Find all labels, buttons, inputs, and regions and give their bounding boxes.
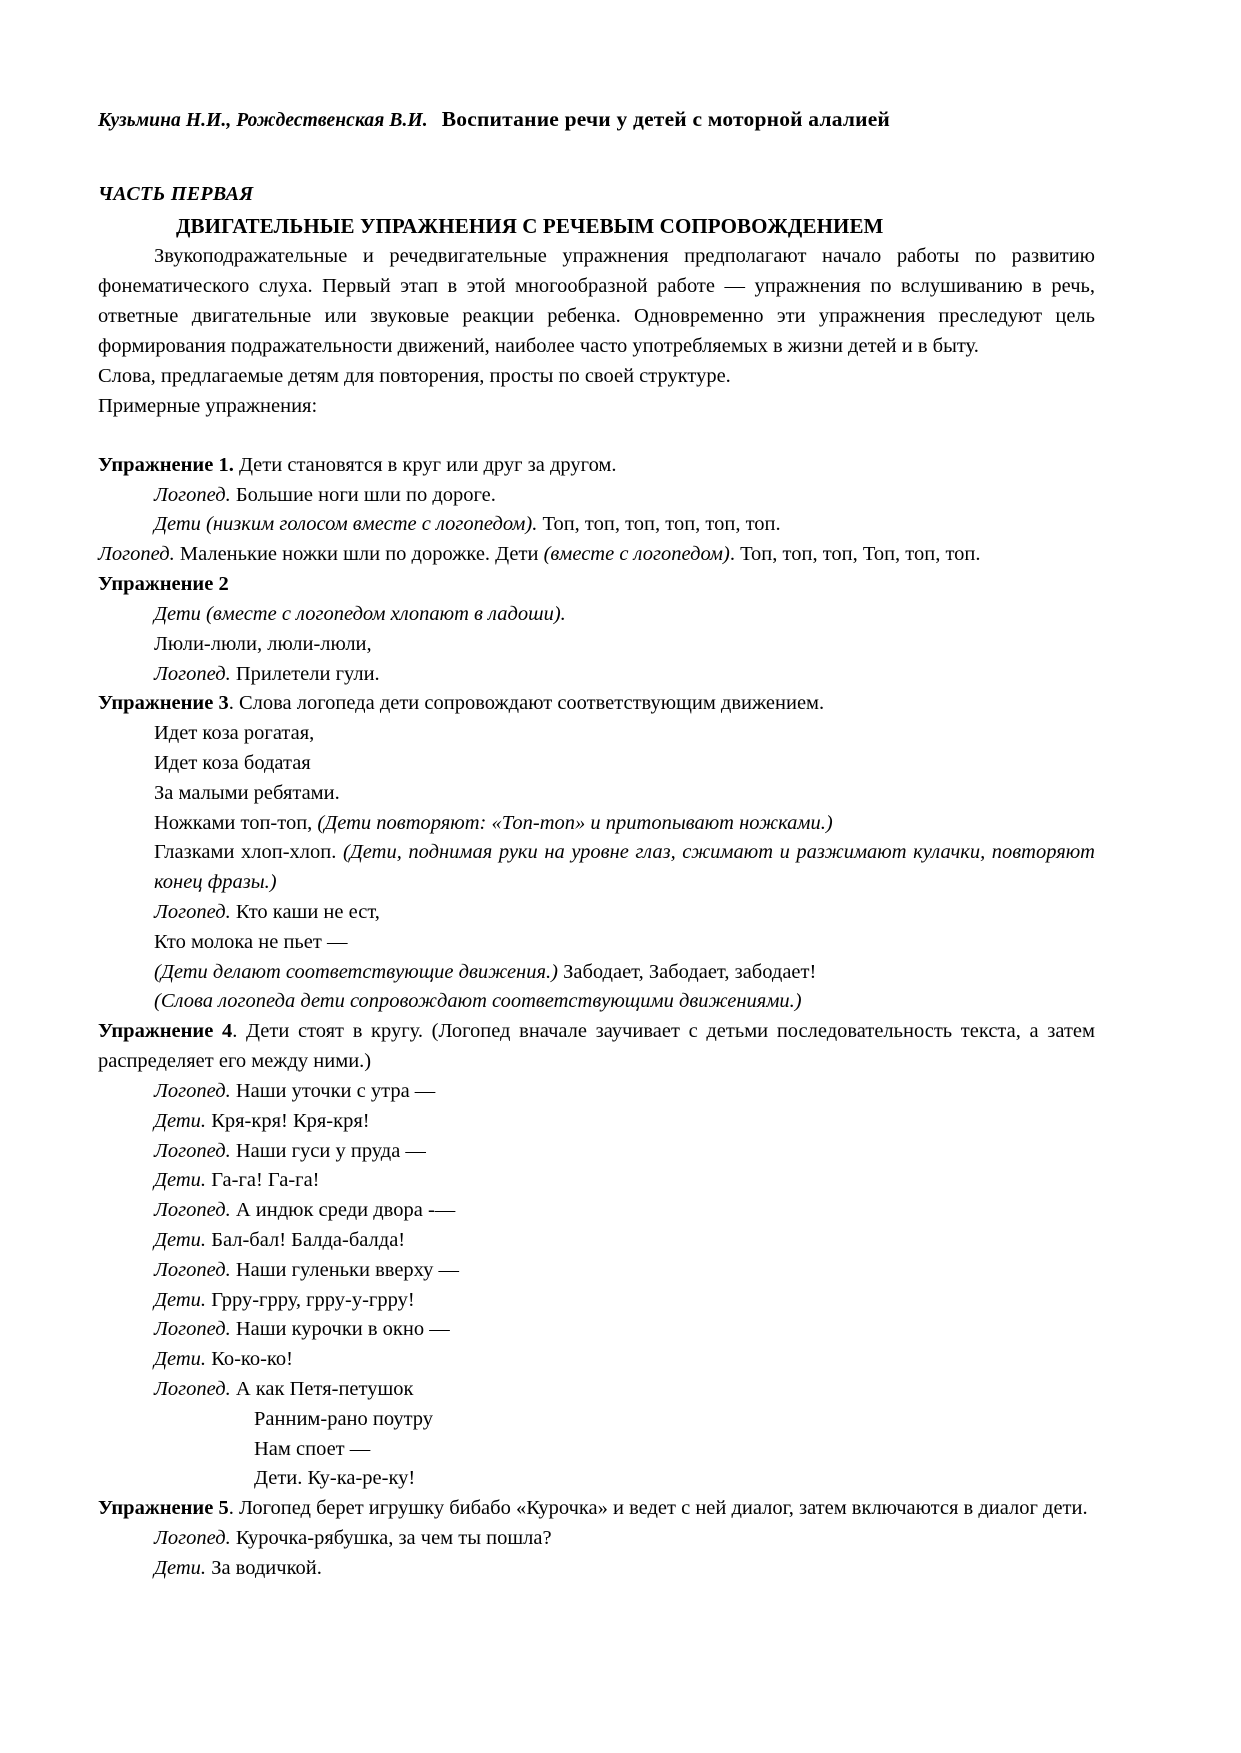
exercise-3-line-4 [98,809,1095,839]
line-text: Кря-кря! Кря-кря! [206,1109,370,1132]
exercise-4-dialogue-2 [98,1107,1095,1137]
exercise-4-dialogue-10 [98,1345,1095,1375]
line-text: Люли-люли, люли-люли, [154,632,372,655]
line-text-b: Забодает, Забодает, забодает! [557,960,817,983]
exercise-5-heading [98,1494,1095,1524]
speaker-deti: Дети (вместе с логопедом хлопают в ладоши). [154,602,566,625]
exercise-3-heading [98,689,1095,719]
line-text: Курочка-рябушка, за чем ты пошла? [230,1527,552,1550]
part-label: ЧАСТЬ ПЕРВАЯ [98,182,254,205]
line-text: Топ, топ, топ, топ, топ, топ. [537,513,781,536]
line-stage-direction: (Дети делают соответствующие движения.) [154,960,558,983]
line-text-a: Ножками топ-топ, [154,811,318,834]
line-stage-direction: (Дети повторяют: «Топ-топ» и притопывают ножками.) [317,811,833,834]
exercise-1-line-1 [98,481,1095,511]
speaker-deti: Дети (низким голосом вместе с логопедом). [154,513,538,536]
exercise-4-dialogue-8 [98,1286,1095,1316]
line-text: А как Петя-петушок [230,1378,414,1401]
exercise-1-label: Упражнение 1. [98,453,234,476]
speaker-deti: Дети. [154,1348,207,1371]
exercise-4-label: Упражнение 4 [98,1020,233,1043]
exercise-3-label: Упражнение 3 [98,692,229,715]
line-text-a: Маленькие ножки шли по дорожке. Дети [174,543,544,566]
exercise-2-line-2 [98,630,1095,660]
blank-line [98,421,1095,451]
line-text: Кто каши не ест, [230,901,380,924]
line-text-b: . Топ, топ, топ, Топ, топ, топ. [729,543,981,566]
line-text: Бал-бал! Балда-балда! [206,1228,406,1251]
line-text: Наши уточки с утра — [230,1079,436,1102]
exercise-4-dialogue-9 [98,1315,1095,1345]
exercise-5-heading-rest: . Логопед берет игрушку бибабо «Курочка» и ведет с ней диалог, затем включаются в диалог дети. [228,1497,1088,1520]
exercise-4-verse-1: Ранним-рано поутру [254,1407,434,1430]
exercise-3-line-2: Идет коза бодатая [154,751,311,774]
page-title: ДВИГАТЕЛЬНЫЕ УПРАЖНЕНИЯ С РЕЧЕВЫМ СОПРОВОЖДЕНИЕМ [176,213,884,238]
speaker-logoped: Логопед. [154,1527,231,1550]
exercise-4-verse-2: Нам споет — [254,1437,371,1460]
exercise-1-heading-rest: Дети становятся в круг или друг за другом. [233,453,617,476]
intro-line-words: Слова, предлагаемые детям для повторения, просты по своей структуре. [98,364,731,387]
line-text-a: Глазками хлоп-хлоп. [154,841,343,864]
exercise-3-line-5 [98,838,1095,898]
exercise-4-dialogue-1 [98,1077,1095,1107]
line-text: Наши гуленьки вверху — [230,1258,460,1281]
exercise-4-dialogue-5 [98,1196,1095,1226]
exercise-block-3 [98,689,1095,1017]
line-text: А индюк среди двора -— [230,1199,456,1222]
line-text: Га-га! Га-га! [206,1169,320,1192]
exercise-2-heading [98,570,1095,600]
speaker-deti: Дети. [154,1109,207,1132]
exercise-4-dialogue-6 [98,1226,1095,1256]
exercise-1-line-2 [98,510,1095,540]
exercise-2-label: Упражнение 2 [98,573,229,596]
document-body [98,104,1095,1584]
authors-text: Кузьмина Н.И., Рождественская В.И. [98,110,428,131]
exercise-3-line-8 [98,958,1095,988]
intro-paragraph: Звукоподражательные и речедвигательные упражнения предполагают начало работы по развитию фонематического слуха. Первый этап в этой многообразной работе — упражнения по вслушиванию в речь, ответные двигательные или звуковые реакции ребенка. Одновременно эти упражнения преследуют цель формирования подражательности движений, наиболее часто употребляемых в жизни детей и в быту. [98,245,1095,357]
speaker-logoped: Логопед. [98,543,175,566]
line-text: Грру-грру, грру-у-грру! [206,1288,415,1311]
speaker-logoped: Логопед. [154,1199,231,1222]
speaker-logoped: Логопед. [154,662,231,685]
line-text: Прилетели гули. [230,662,380,685]
line-text: Наши курочки в окно — [230,1318,450,1341]
speaker-logoped: Логопед. [154,1139,231,1162]
line-text: За водичкой. [206,1556,322,1579]
speaker-deti: Дети. [154,1556,207,1579]
exercise-5-line-1 [98,1524,1095,1554]
exercise-2-line-1 [98,600,1095,630]
exercise-4-dialogue-11 [98,1375,1095,1405]
speaker-logoped: Логопед. [154,1258,231,1281]
exercise-3-line-6 [98,898,1095,928]
speaker-logoped: Логопед. [154,1079,231,1102]
exercise-block-5 [98,1494,1095,1583]
speaker-logoped: Логопед. [154,1378,231,1401]
line-text: Ко-ко-ко! [206,1348,293,1371]
exercise-block-1 [98,451,1095,570]
exercise-2-line-3 [98,660,1095,690]
exercise-5-line-2 [98,1554,1095,1584]
exercise-3-heading-rest: . Слова логопеда дети сопровождают соответствующим движением. [228,692,825,715]
exercise-1-line-3 [98,540,1095,570]
speaker-logoped: Логопед. [154,483,231,506]
line-stage-direction: (Слова логопеда дети сопровождают соответствующими движениями.) [154,990,802,1013]
exercise-4-verse-3: Дети. Ку-ка-ре-ку! [254,1467,416,1490]
exercise-4-dialogue-7 [98,1256,1095,1286]
exercise-4-heading-rest: . Дети стоят в кругу. (Логопед вначале заучивает с детьми последовательность текста, а затем распределяет его между ними.) [98,1020,1095,1073]
exercise-4-dialogue-3 [98,1137,1095,1167]
exercise-3-line-1: Идет коза рогатая, [154,722,315,745]
exercise-3-line-3: За малыми ребятами. [154,781,340,804]
exercise-block-2 [98,570,1095,689]
intro-line-examples: Примерные упражнения: [98,394,318,417]
line-text: Наши гуси у пруда — [230,1139,426,1162]
speaker-logoped: Логопед. [154,1318,231,1341]
exercise-4-dialogue-4 [98,1166,1095,1196]
line-stage-direction: (вместе с логопедом) [543,543,730,566]
exercise-block-4 [98,1017,1095,1494]
running-head [98,104,1095,136]
speaker-logoped: Логопед. [154,901,231,924]
exercise-5-label: Упражнение 5 [98,1497,229,1520]
speaker-deti: Дети. [154,1228,207,1251]
exercise-3-line-7: Кто молока не пьет — [154,930,348,953]
speaker-deti: Дети. [154,1288,207,1311]
speaker-deti: Дети. [154,1169,207,1192]
line-stage-direction: (Дети, поднимая руки на уровне глаз, сжимают и разжимают кулачки, повторяют конец фразы.) [154,841,1095,894]
exercise-3-line-9 [98,987,1095,1017]
line-text: Большие ноги шли по дороге. [230,483,496,506]
book-title: Воспитание речи у детей с моторной алалией [441,107,891,131]
exercise-1-heading [98,451,1095,481]
exercise-4-heading [98,1017,1095,1077]
